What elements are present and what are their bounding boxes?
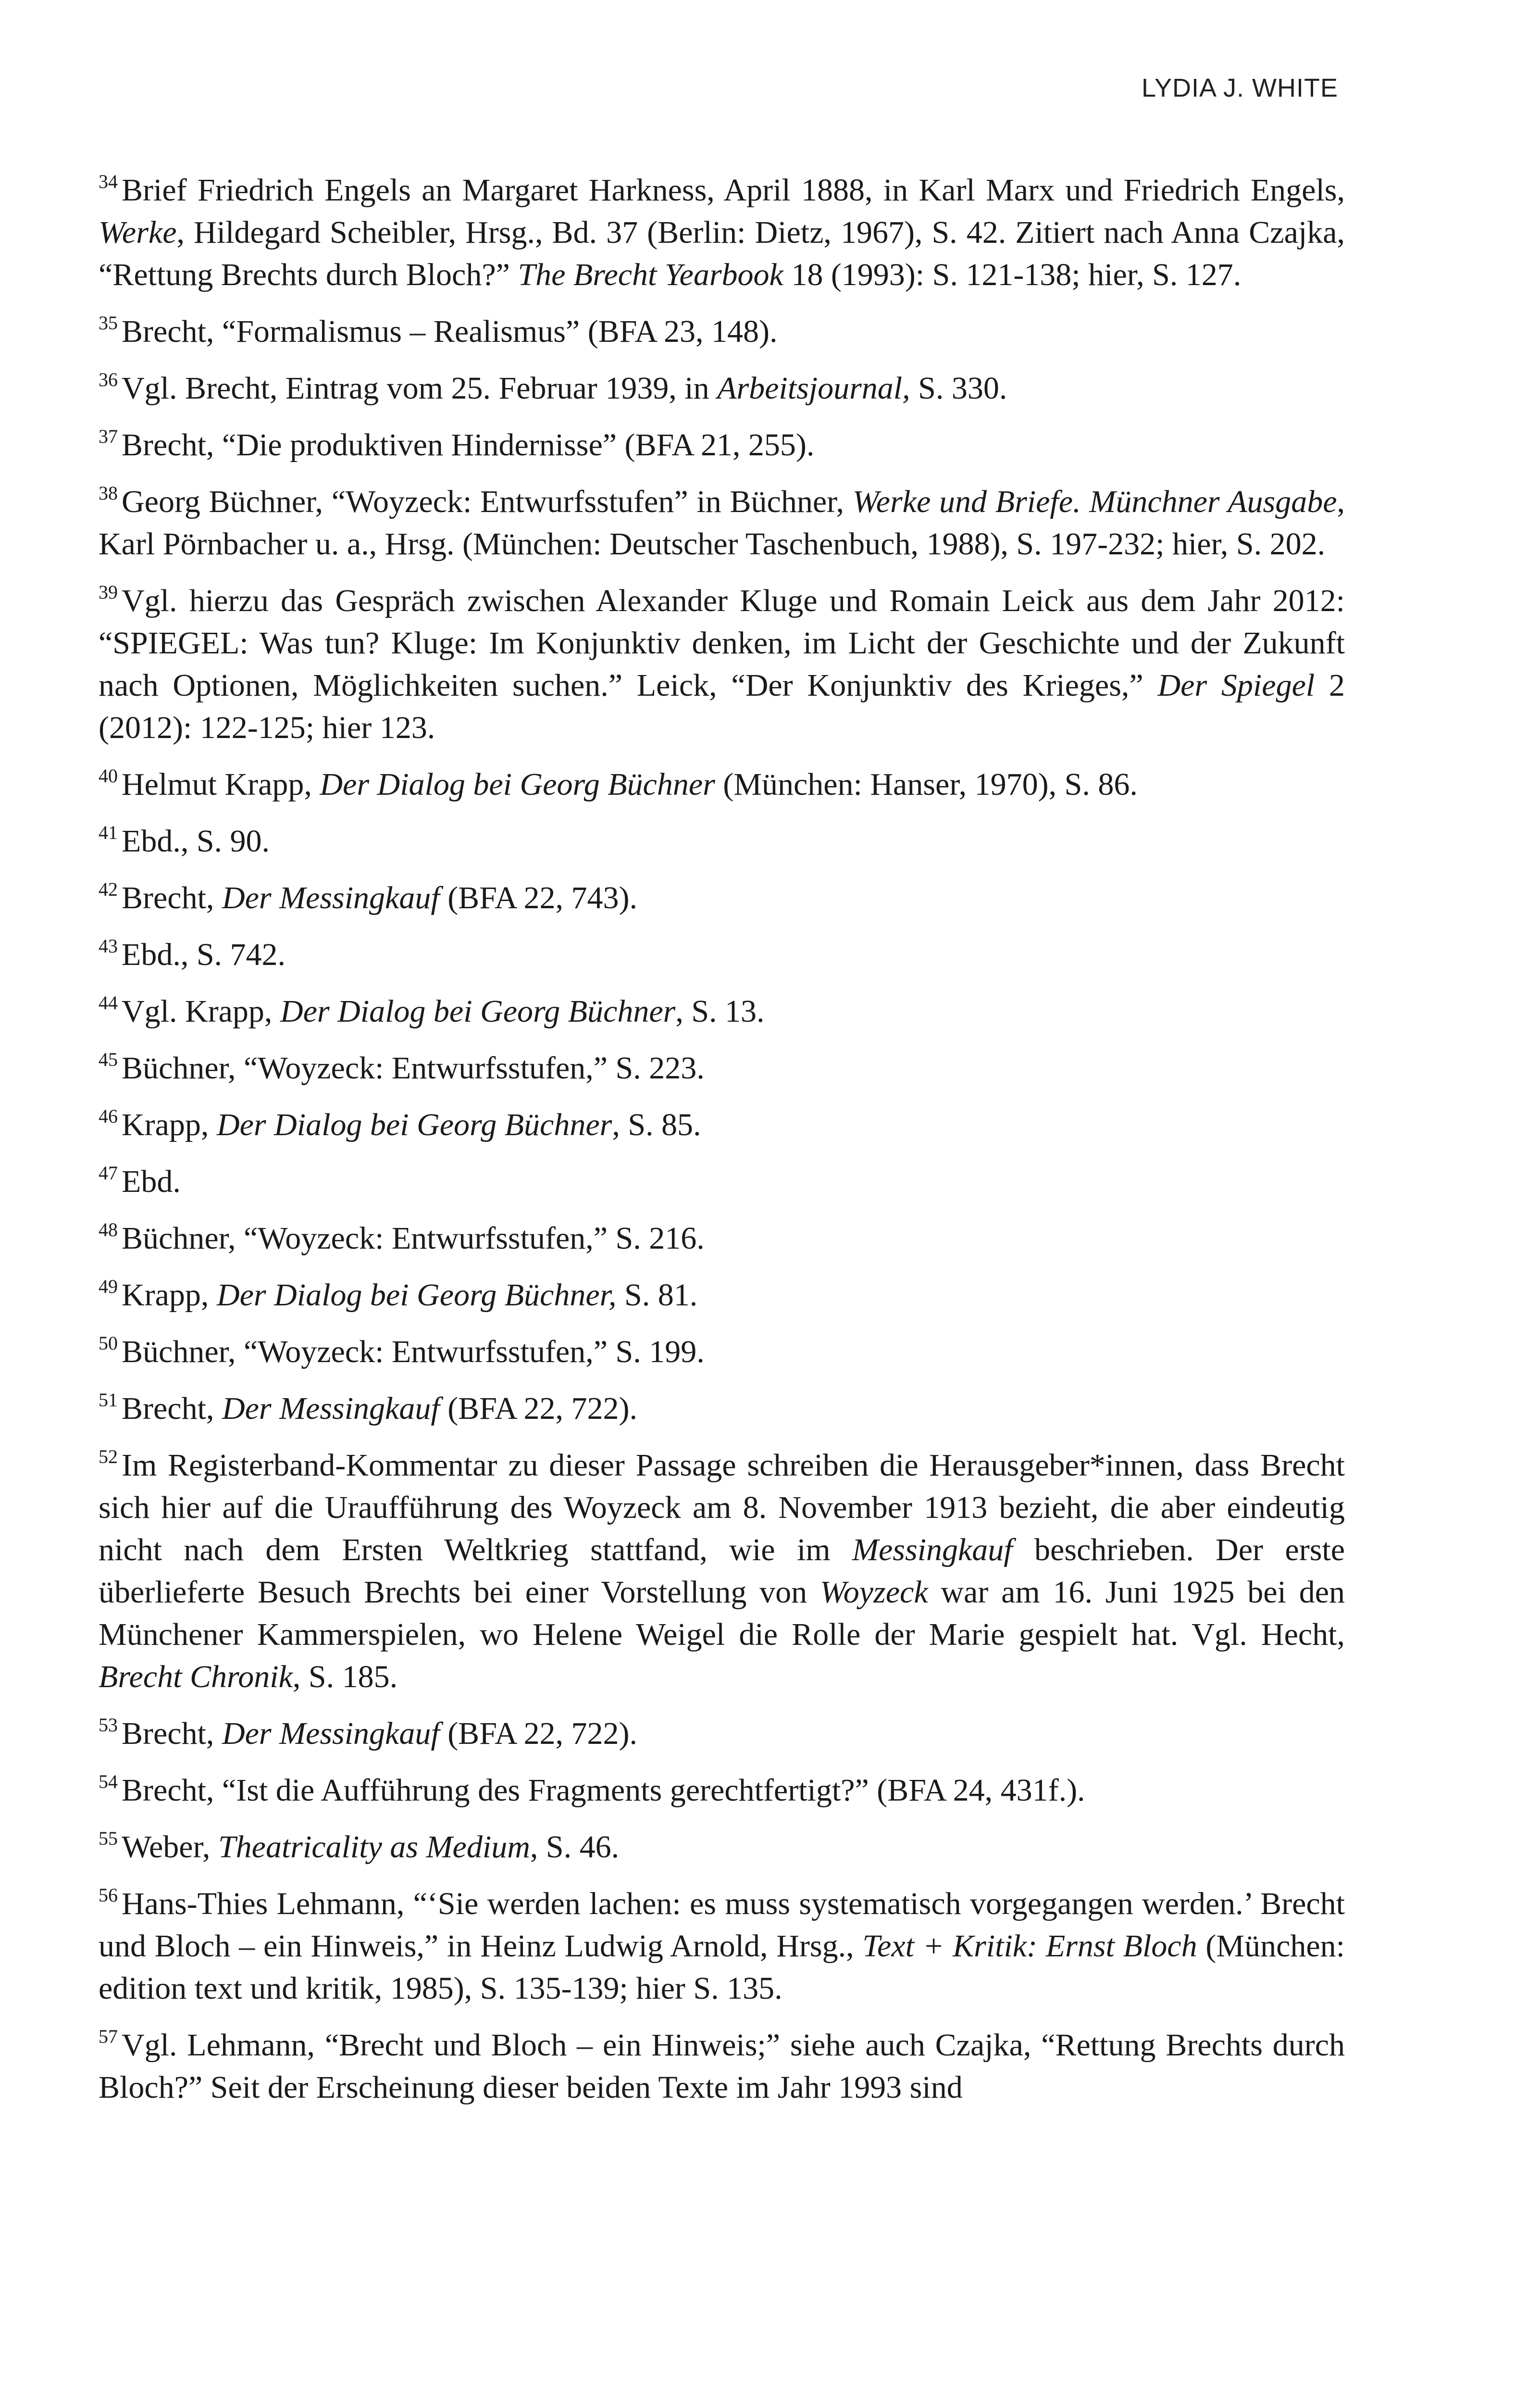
footnote-text: Im Registerband-Kommentar zu dieser Passage schreiben die Herausgeber*innen, dass Brecht sich hier auf die Uraufführung des Woyzeck am 8. November 1913 bezieht, die aber eindeutig nicht nach dem Ersten Weltkrieg stattfand, wie im: [99, 1448, 1345, 1567]
footnote-title: Der Dialog bei Georg Büchner: [320, 767, 715, 802]
footnote-text: Büchner, “Woyzeck: Entwurfsstufen,” S. 199.: [122, 1334, 705, 1369]
footnote-title: Text + Kritik: Ernst Bloch: [862, 1928, 1197, 1964]
footnote: [99, 1161, 1345, 1203]
footnote-number: 39: [99, 581, 118, 603]
footnote-number: 57: [99, 2026, 118, 2047]
footnote-text: Brecht, “Formalismus – Realismus” (BFA 23, 148).: [122, 314, 778, 349]
footnote: [99, 1047, 1345, 1089]
footnote-number: 56: [99, 1884, 118, 1906]
footnote-text: Vgl. Krapp,: [122, 994, 280, 1029]
footnote-title: Theatricality as Medium: [218, 1829, 530, 1865]
footnote: [99, 1713, 1345, 1755]
footnote: [99, 367, 1345, 410]
footnote-number: 45: [99, 1049, 118, 1070]
footnote-text: , S. 185.: [292, 1659, 398, 1694]
footnote-text: (BFA 22, 722).: [439, 1716, 638, 1751]
footnote-number: 36: [99, 369, 118, 390]
footnote-title: The Brecht Yearbook: [518, 257, 783, 292]
footnote: [99, 764, 1345, 806]
footnote: [99, 580, 1345, 749]
footnote-text: Brief Friedrich Engels an Margaret Harkness, April 1888, in Karl Marx und Friedrich Engels,: [122, 173, 1345, 208]
footnote: [99, 424, 1345, 466]
footnote-text: (München: edition text und kritik, 1985), S. 135-139; hier S. 135.: [99, 1928, 1345, 2006]
footnote-text: Ebd.: [122, 1164, 181, 1199]
footnote-text: Hans-Thies Lehmann, “‘Sie werden lachen: es muss systematisch vorgegangen werden.’ Brecht und Bloch – ein Hinweis,” in Heinz Ludwig Arnold, Hrsg.,: [99, 1886, 1345, 1964]
footnote-number: 54: [99, 1771, 118, 1792]
footnote-text: Büchner, “Woyzeck: Entwurfsstufen,” S. 216.: [122, 1221, 705, 1256]
footnote: [99, 481, 1345, 565]
footnote-title: Der Dialog bei Georg Büchner: [280, 994, 676, 1029]
footnote-number: 55: [99, 1828, 118, 1849]
footnote-title: Arbeitsjournal,: [717, 371, 910, 406]
footnote: [99, 1388, 1345, 1430]
footnote-text: Ebd., S. 90.: [122, 824, 270, 859]
footnote-number: 51: [99, 1389, 118, 1411]
footnote-text: Vgl. Lehmann, “Brecht und Bloch – ein Hinweis;” siehe auch Czajka, “Rettung Brechts durch Bloch?” Seit der Erscheinung dieser beiden Texte im Jahr 1993 sind: [99, 2028, 1345, 2105]
footnote-text: (BFA 22, 722).: [439, 1391, 638, 1426]
footnote-text: , Karl Pörnbacher u. a., Hrsg. (München: Deutscher Taschenbuch, 1988), S. 197-232; hier, S. 202.: [99, 484, 1345, 562]
footnote-text: Krapp,: [122, 1277, 217, 1313]
footnote-title: Der Dialog bei Georg Büchner: [216, 1107, 612, 1142]
footnote-number: 38: [99, 482, 118, 504]
footnote-number: 48: [99, 1219, 118, 1240]
footnote-text: Vgl. Brecht, Eintrag vom 25. Februar 1939, in: [122, 371, 718, 406]
footnote-title: Woyzeck: [820, 1575, 928, 1610]
footnote-number: 52: [99, 1446, 118, 1467]
footnote: [99, 1883, 1345, 2010]
footnote: [99, 934, 1345, 976]
footnote-title: Der Messingkauf: [222, 1391, 440, 1426]
footnote-text: , S. 13.: [675, 994, 765, 1029]
footnote-text: Büchner, “Woyzeck: Entwurfsstufen,” S. 223.: [122, 1051, 705, 1086]
footnote-text: Brecht,: [122, 880, 222, 915]
footnote-text: 18 (1993): S. 121-138; hier, S. 127.: [783, 257, 1242, 292]
footnote-title: Der Dialog bei Georg Büchner,: [216, 1277, 617, 1313]
footnote-number: 46: [99, 1105, 118, 1127]
footnote-number: 47: [99, 1162, 118, 1184]
footnote-number: 41: [99, 822, 118, 843]
footnote-text: Brecht,: [122, 1716, 222, 1751]
footnote: [99, 1331, 1345, 1373]
footnote-text: Krapp,: [122, 1107, 217, 1142]
footnote-number: 50: [99, 1332, 118, 1354]
footnote: [99, 1217, 1345, 1260]
footnote-title: Werke und Briefe. Münchner Ausgabe: [852, 484, 1337, 519]
footnote-text: beschrieben. Der erste überlieferte Besuch Brechts bei einer Vorstellung von: [99, 1532, 1345, 1610]
footnote-title: Der Spiegel: [1157, 668, 1315, 703]
footnote-title: Der Messingkauf: [222, 1716, 440, 1751]
footnote-number: 37: [99, 426, 118, 447]
footnote-number: 42: [99, 878, 118, 900]
footnote: [99, 1444, 1345, 1698]
footnote: [99, 311, 1345, 353]
footnote-text: Weber,: [122, 1829, 218, 1865]
footnote-number: 49: [99, 1276, 118, 1297]
footnote: [99, 820, 1345, 863]
footnote-number: 34: [99, 171, 118, 192]
footnote-number: 35: [99, 312, 118, 334]
footnote: [99, 877, 1345, 919]
footnote-text: (BFA 22, 743).: [439, 880, 638, 915]
footnote-number: 53: [99, 1714, 118, 1736]
footnote-text: S. 81.: [616, 1277, 698, 1313]
footnote-text: (München: Hanser, 1970), S. 86.: [715, 767, 1138, 802]
footnote-text: Brecht, “Ist die Aufführung des Fragments gerechtfertigt?” (BFA 24, 431f.).: [122, 1773, 1085, 1808]
footnote-number: 40: [99, 765, 118, 787]
footnote-text: Brecht, “Die produktiven Hindernisse” (BFA 21, 255).: [122, 427, 815, 463]
footnote: [99, 169, 1345, 296]
footnote-number: 43: [99, 935, 118, 957]
footnote-title: Brecht Chronik: [99, 1659, 293, 1694]
running-head: LYDIA J. WHITE: [1141, 74, 1338, 102]
footnote-text: Helmut Krapp,: [122, 767, 320, 802]
footnote-text: Ebd., S. 742.: [122, 937, 286, 972]
footnote-title: Der Messingkauf: [222, 880, 440, 915]
footnote: [99, 1769, 1345, 1812]
footnote: [99, 2024, 1345, 2109]
footnote: [99, 1104, 1345, 1146]
footnote-title: Messingkauf: [852, 1532, 1013, 1567]
footnote-number: 44: [99, 992, 118, 1014]
footnote: [99, 1274, 1345, 1316]
footnote-text: Georg Büchner, “Woyzeck: Entwurfsstufen” in Büchner,: [122, 484, 853, 519]
footnote-text: Brecht,: [122, 1391, 222, 1426]
footnote: [99, 990, 1345, 1033]
footnote-title: Werke: [99, 215, 177, 250]
footnote: [99, 1826, 1345, 1868]
footnote-text: , S. 46.: [530, 1829, 620, 1865]
footnote-text: war am 16. Juni 1925 bei den Münchener Kammerspielen, wo Helene Weigel die Rolle der Marie gespielt hat. Vgl. Hecht,: [99, 1575, 1345, 1652]
footnote-text: , Hildegard Scheibler, Hrsg., Bd. 37 (Berlin: Dietz, 1967), S. 42. Zitiert nach Anna Czajka, “Rettung Brechts durch Bloch?”: [99, 215, 1345, 292]
footnotes-list: [99, 169, 1345, 2123]
footnote-text: Vgl. hierzu das Gespräch zwischen Alexander Kluge und Romain Leick aus dem Jahr 2012: “SPIEGEL: Was tun? Kluge: Im Konjunktiv denken, im Licht der Geschichte und der Zukunft nach Optionen, Möglichkeiten suchen.” Leick, “Der Konjunktiv des Krieges,”: [99, 583, 1345, 703]
footnote-text: 2 (2012): 122-125; hier 123.: [99, 668, 1345, 745]
footnote-text: S. 330.: [910, 371, 1007, 406]
footnote-text: , S. 85.: [612, 1107, 701, 1142]
